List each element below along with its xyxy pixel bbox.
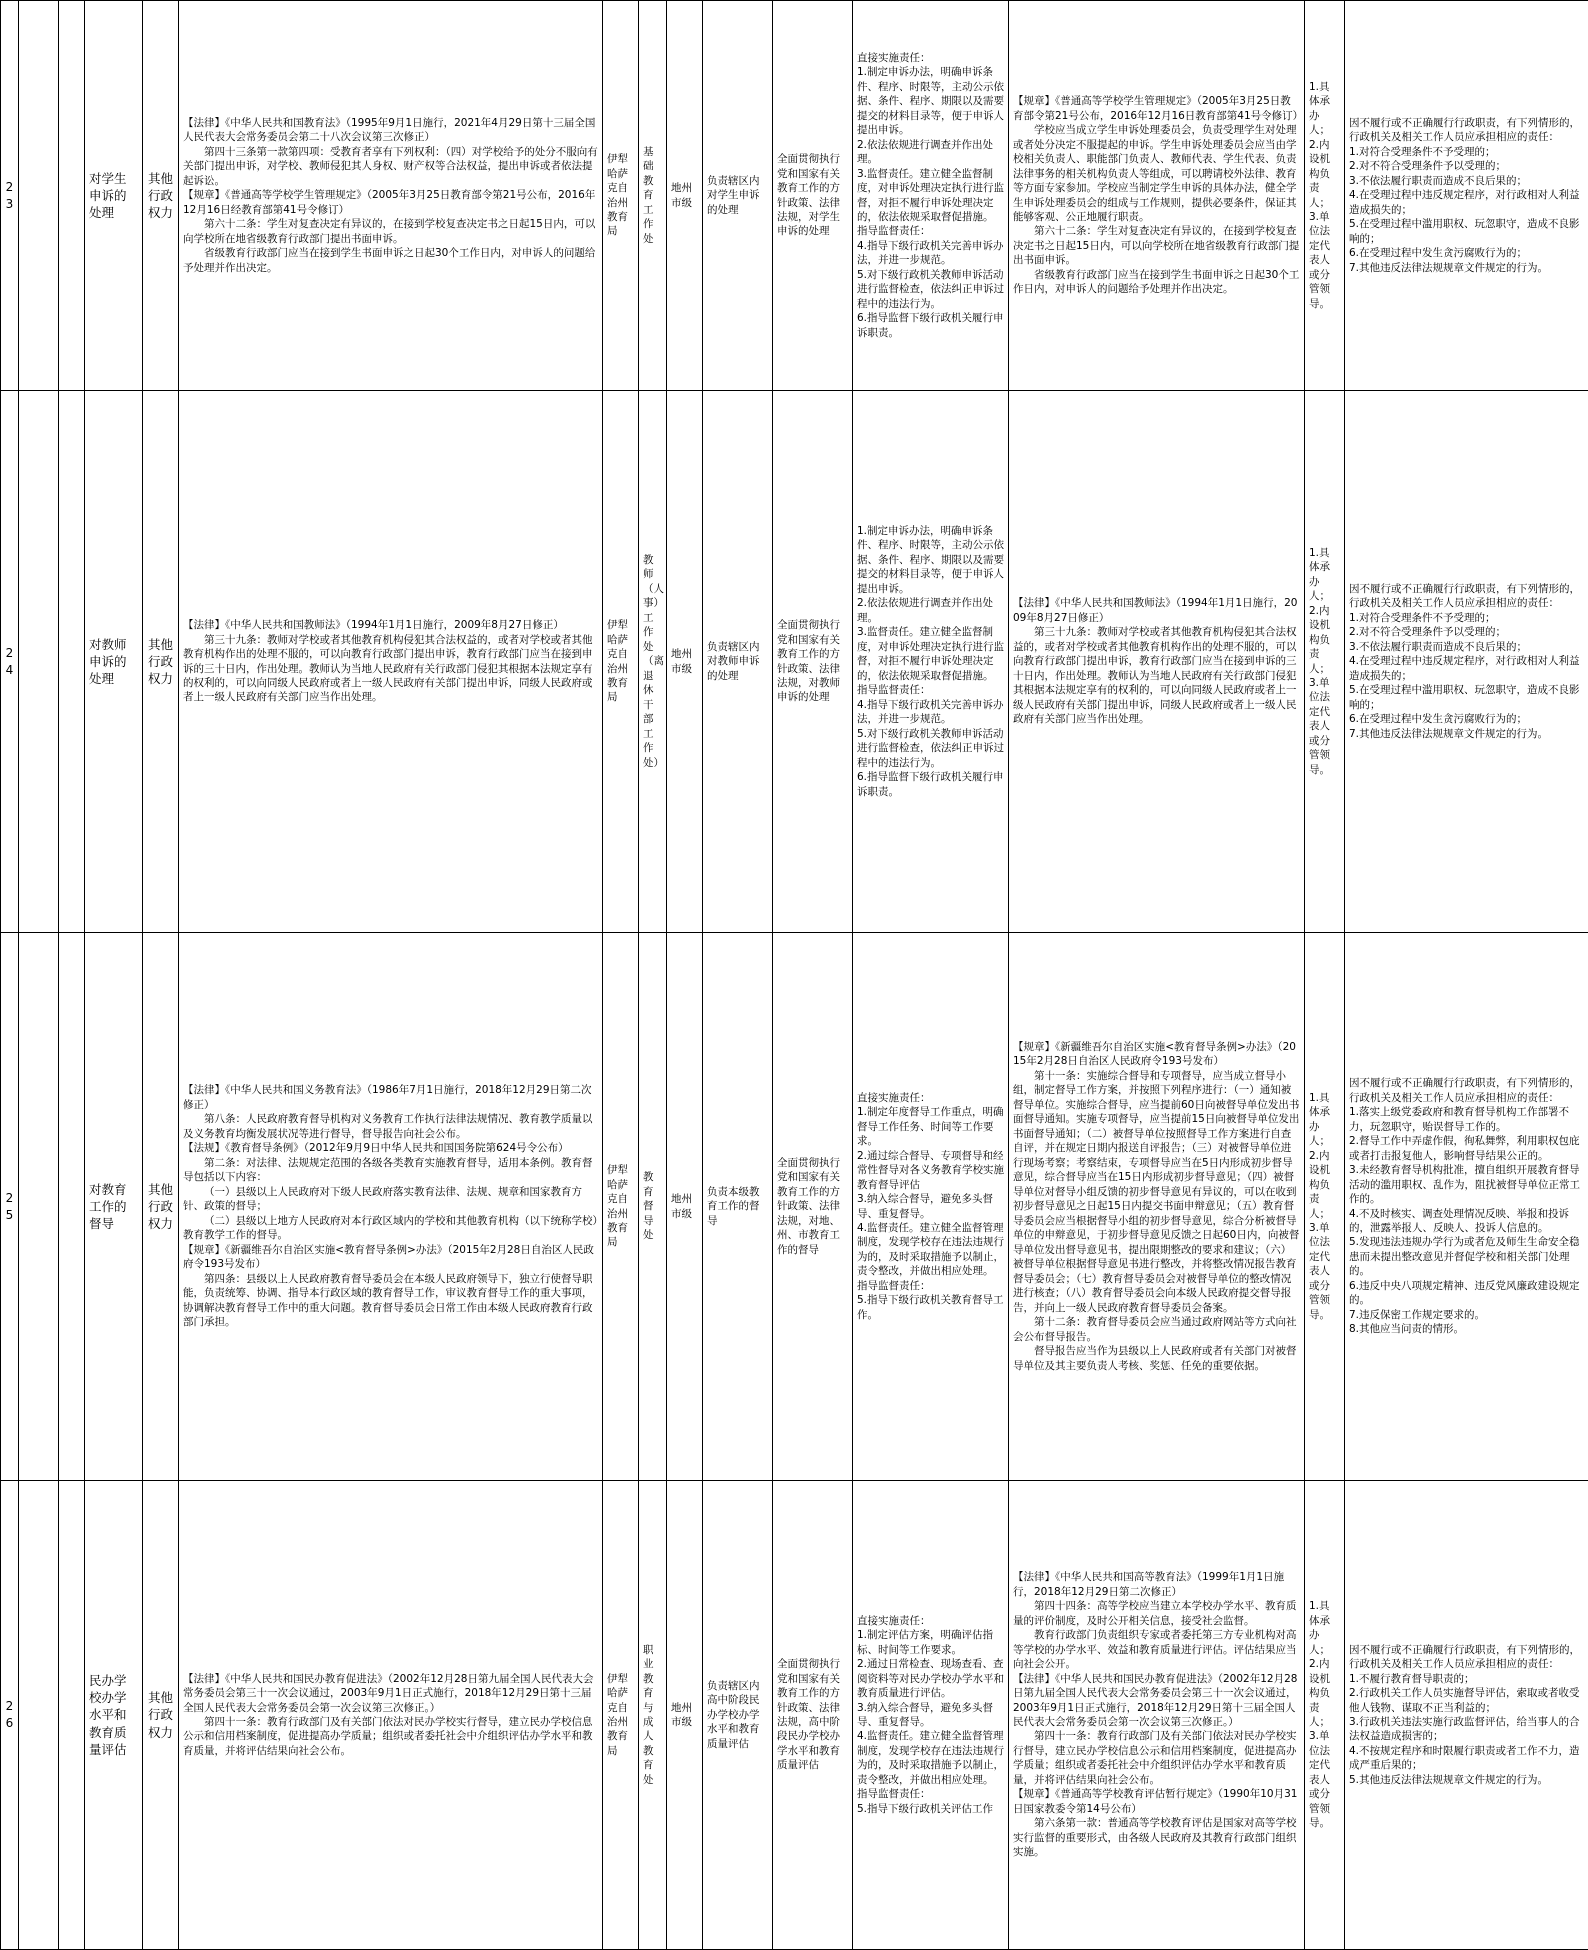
power-category: 其他行政权力 [143,391,179,933]
duty-basis-paragraph: 【规章】《普通高等学校教育评估暂行规定》（1990年10月31日国家教委令第14号公布） [1013,1787,1300,1816]
responsibility-items-paragraph: 1.制定申诉办法，明确申诉条件、程序、时限等，主动公示依据、条件、程序、期限以及需要提交的材料目录等，便于申诉人提出申诉。 [857,65,1004,137]
responsible-subject: 1.具体承办人；2.内设机构负责人；3.单位法定代表人或分管领导。 [1305,391,1345,933]
responsibility-items-paragraph: 6.指导监督下级行政机关履行申诉职责。 [857,770,1004,799]
implementing-subject: 伊犁哈萨克自治州教育局 [603,391,639,933]
liability-items-paragraph: 1.对符合受理条件不予受理的； [1349,611,1584,625]
responsibility-items-paragraph: 2.通过日常检查、现场查看、查阅资料等对民办学校办学水平和教育质量进行评估。 [857,1657,1004,1700]
liability-items-paragraph: 5.发现违法违规办学行为或者危及师生生命安全稳患而未提出整改意见并督促学校和相关部门处理的。 [1349,1235,1584,1278]
liability-items [1345,933,1588,1481]
responsibility-items [853,1,1009,391]
duty-basis [1009,391,1305,933]
implementing-subject: 伊犁哈萨克自治州教育局 [603,933,639,1481]
responsible-department: 教育督导处 [639,933,667,1481]
responsibility-items-paragraph: 3.监督责任。建立健全监督制度，对申诉处理决定执行进行监督，对拒不履行申诉处理决定的，依法依规采取督促措施。 [857,167,1004,225]
legal-basis-paragraph: 第八条：人民政府教育督导机构对义务教育工作执行法律法规情况、教育教学质量以及义务教育均衡发展状况等进行督导，督导报告向社会公布。 [183,1112,598,1141]
liability-items [1345,1,1588,391]
legal-basis [179,391,603,933]
liability-items-paragraph: 6.在受理过程中发生贪污腐败行为的； [1349,712,1584,726]
liability-items-paragraph: 3.不依法履行职责而造成不良后果的； [1349,174,1584,188]
power-name: 对教师申诉的处理 [85,391,143,933]
liability-items-paragraph: 5.在受理过程中滥用职权、玩忽职守，造成不良影响的； [1349,217,1584,246]
liability-items-paragraph: 因不履行或不正确履行行政职责，有下列情形的，行政机关及相关工作人员应承担相应的责任： [1349,1643,1584,1672]
liability-items-paragraph: 7.违反保密工作规定要求的。 [1349,1308,1584,1322]
duty-basis-paragraph: 第十二条：教育督导委员会应当通过政府网站等方式向社会公布督导报告。 [1013,1315,1300,1344]
duty-content: 全面贯彻执行党和国家有关教育工作的方针政策、法律法规，对地、州、市教育工作的督导 [773,933,853,1481]
table-row [1,1481,1588,1950]
liability-items-paragraph: 1.不履行教育督导职责的； [1349,1672,1584,1686]
legal-basis-paragraph: 【法规】《教育督导条例》（2012年9月9日中华人民共和国国务院第624号令公布） [183,1141,598,1155]
duty-basis-paragraph: 第四十四条：高等学校应当建立本学校办学水平、教育质量的评价制度，及时公开相关信息，接受社会监督。 [1013,1599,1300,1628]
liability-items-paragraph: 2.行政机关工作人员实施督导评估，索取或者收受他人钱物、谋取不正当利益的； [1349,1686,1584,1715]
duty-content: 全面贯彻执行党和国家有关教育工作的方针政策、法律法规，对学生申诉的处理 [773,1,853,391]
responsible-subject: 1.具体承办人；2.内设机构负责人；3.单位法定代表人或分管领导。 [1305,1481,1345,1950]
power-name: 民办学校办学水平和教育质量评估 [85,1481,143,1950]
duty-basis-paragraph: 第六十二条：学生对复查决定有异议的，在接到学校复查决定书之日起15日内，可以向学校所在地省级教育行政部门提出书面申诉。 [1013,224,1300,267]
responsibility-items-paragraph: 4.监督责任。建立健全监督管理制度，发现学校存在违法违规行为的，及时采取措施予以制止，责令整改，并做出相应处理。 [857,1729,1004,1787]
legal-basis [179,1,603,391]
legal-basis [179,1481,603,1950]
implementing-subject: 伊犁哈萨克自治州教育局 [603,1,639,391]
blank-cell [19,391,59,933]
responsibility-items-paragraph: 指导监督责任： [857,1787,1004,1801]
table-row [1,1,1588,391]
duty-basis-paragraph: 【法律】《中华人民共和国民办教育促进法》（2002年12月28日第九届全国人民代表大会常务委员会第三十一次会议通过，2003年9月1日正式施行，2018年12月29日第十三届全国人民代表大会常务委员会第一次会议第三次修正。） [1013,1672,1300,1730]
exercise-level: 地州市级 [667,1481,703,1950]
responsibility-items [853,1481,1009,1950]
duty-basis-paragraph: 第四十一条：教育行政部门及有关部门依法对民办学校实行督导，建立民办学校信息公示和信用档案制度，促进提高办学质量；组织或者委托社会中介组织评估办学水平和教育质量，并将评估结果向社会公布。 [1013,1729,1300,1787]
power-content: 负责辖区内对教师申诉的处理 [703,391,773,933]
table-row [1,391,1588,933]
duty-basis-paragraph: 【法律】《中华人民共和国高等教育法》（1999年1月1日施行，2018年12月29日第二次修正） [1013,1570,1300,1599]
exercise-level: 地州市级 [667,391,703,933]
row-number: 24 [1,391,19,933]
legal-basis-paragraph: 第四十一条：教育行政部门及有关部门依法对民办学校实行督导，建立民办学校信息公示和信用档案制度，促进提高办学质量；组织或者委托社会中介组织评估办学水平和教育质量，并将评估结果向社会公布。 [183,1715,598,1758]
liability-items-paragraph: 因不履行或不正确履行行政职责，有下列情形的，行政机关及相关工作人员应承担相应的责任： [1349,582,1584,611]
responsible-subject: 1.具体承办人；2.内设机构负责人；3.单位法定代表人或分管领导。 [1305,933,1345,1481]
blank-cell [59,1481,85,1950]
responsibility-items-paragraph: 1.制定年度督导工作重点，明确督导工作任务、时间等工作要求。 [857,1105,1004,1148]
duty-content: 全面贯彻执行党和国家有关教育工作的方针政策、法律法规，对教师申诉的处理 [773,391,853,933]
legal-basis-paragraph: 【规章】《普通高等学校学生管理规定》（2005年3月25日教育部令第21号公布，2016年12月16日经教育部第41号令修订） [183,188,598,217]
liability-items-paragraph: 3.不依法履行职责而造成不良后果的； [1349,640,1584,654]
responsible-subject: 1.具体承办人；2.内设机构负责人；3.单位法定代表人或分管领导。 [1305,1,1345,391]
implementing-subject: 伊犁哈萨克自治州教育局 [603,1481,639,1950]
responsibility-items-paragraph: 3.纳入综合督导，避免多头督导、重复督导。 [857,1192,1004,1221]
row-number: 26 [1,1481,19,1950]
power-content: 负责辖区内高中阶段民办学校办学水平和教育质量评估 [703,1481,773,1950]
responsible-department: 教师（人事）工作处（离退休干部工作处） [639,391,667,933]
liability-items-paragraph: 7.其他违反法律法规规章文件规定的行为。 [1349,727,1584,741]
responsibility-items [853,391,1009,933]
responsibility-items-paragraph: 2.依法依规进行调查并作出处理。 [857,596,1004,625]
legal-basis-paragraph: 第四十三条第一款第四项：受教育者享有下列权利：（四）对学校给予的处分不服向有关部门提出申诉，对学校、教师侵犯其人身权、财产权等合法权益，提出申诉或者依法提起诉讼。 [183,145,598,188]
responsibility-items-paragraph: 3.纳入综合督导，避免多头督导、重复督导。 [857,1701,1004,1730]
responsibility-items-paragraph: 直接实施责任： [857,1614,1004,1628]
responsibility-items [853,933,1009,1481]
blank-cell [59,1,85,391]
responsibility-items-paragraph: 4.指导下级行政机关完善申诉办法，并进一步规范。 [857,698,1004,727]
responsible-department: 基础教育工作处 [639,1,667,391]
responsibility-items-paragraph: 2.通过综合督导、专项督导和经常性督导对各义务教育学校实施教育督导评估 [857,1149,1004,1192]
power-content: 负责辖区内对学生申诉的处理 [703,1,773,391]
liability-items-paragraph: 2.对不符合受理条件予以受理的； [1349,625,1584,639]
responsibility-items-paragraph: 3.监督责任。建立健全监督制度，对申诉处理决定执行进行监督，对拒不履行申诉处理决定的，依法依规采取督促措施。 [857,625,1004,683]
power-content: 负责本级教育工作的督导 [703,933,773,1481]
liability-items [1345,391,1588,933]
duty-basis-paragraph: 【规章】《新疆维吾尔自治区实施<教育督导条例>办法》（2015年2月28日自治区人民政府令193号发布） [1013,1040,1300,1069]
duty-basis [1009,933,1305,1481]
duty-basis-paragraph: 第三十九条：教师对学校或者其他教育机构侵犯其合法权益的，或者对学校或者其他教育机构作出的处理不服的，可以向教育行政部门提出申诉，教育行政部门应当在接到申诉的三十日内，作出处理。教师认为当地人民政府有关行政部门侵犯其根据本法规定享有的权利的，可以向同级人民政府或者上一级人民政府有关部门提出申诉，同级人民政府或者上一级人民政府有关部门应当作出处理。 [1013,625,1300,726]
power-name: 对学生申诉的处理 [85,1,143,391]
liability-items-paragraph: 6.违反中央八项规定精神、违反党风廉政建设规定的。 [1349,1279,1584,1308]
row-number: 23 [1,1,19,391]
legal-basis-paragraph: 【法律】《中华人民共和国义务教育法》（1986年7月1日施行，2018年12月29日第二次修正） [183,1083,598,1112]
duty-basis [1009,1,1305,391]
legal-basis-paragraph: 第六十二条：学生对复查决定有异议的，在接到学校复查决定书之日起15日内，可以向学校所在地省级教育行政部门提出书面申诉。 [183,217,598,246]
responsibility-items-paragraph: 5.对下级行政机关教师申诉活动进行监督检查，依法纠正申诉过程中的违法行为。 [857,727,1004,770]
duty-basis-paragraph: 学校应当成立学生申诉处理委员会，负责受理学生对处理或者处分决定不服提起的申诉。学生申诉处理委员会应当由学校相关负责人、职能部门负责人、教师代表、学生代表、负责法律事务的相关机构负责人等组成，可以聘请校外法律、教育等方面专家参加。学校应当制定学生申诉的具体办法，健全学生申诉处理委员会的组成与工作规则，提供必要条件，保证其能够客观、公正地履行职责。 [1013,123,1300,224]
legal-basis-paragraph: （二）县级以上地方人民政府对本行政区域内的学校和其他教育机构（以下统称学校）教育教学工作的督导。 [183,1214,598,1243]
liability-items-paragraph: 2.对不符合受理条件予以受理的； [1349,159,1584,173]
responsibility-items-paragraph: 指导监督责任： [857,683,1004,697]
duty-basis-paragraph: 第十一条：实施综合督导和专项督导，应当成立督导小组，制定督导工作方案，并按照下列程序进行：（一）通知被督导单位。实施综合督导，应当提前60日向被督导单位发出书面督导通知。实施专项督导，应当提前15日向被督导单位发出书面督导通知；（二）被督导单位按照督导工作方案进行自查自评，并在规定日期内报送自评报告；（三）对被督导单位进行现场考察；考察结束，专项督导应当在5日内形成初步督导意见，综合督导应当在15日内形成初步督导意见；（四）被督导单位对督导小组反馈的初步督导意见有异议的，可以在收到初步督导意见之日起15日内提交书面申辩意见；（五）教育督导委员会应当根据督导小组的初步督导意见，综合分析被督导单位的申辩意见，于初步督导意见反馈之日起60日内，向被督导单位发出督导意见书，提出限期整改的要求和建议；（六）被督导单位根据督导意见书进行整改，并将整改情况报告教育督导委员会；（七）教育督导委员会对被督导单位的整改情况进行核查；（八）教育督导委员会向本级人民政府提交督导报告，并向上一级人民政府教育督导委员会备案。 [1013,1069,1300,1315]
responsibility-items-paragraph: 5.对下级行政机关教师申诉活动进行监督检查，依法纠正申诉过程中的违法行为。 [857,268,1004,311]
responsibility-items-paragraph: 直接实施责任： [857,51,1004,65]
responsibility-items-paragraph: 直接实施责任： [857,1091,1004,1105]
legal-basis-paragraph: 【法律】《中华人民共和国民办教育促进法》（2002年12月28日第九届全国人民代表大会常务委员会第三十一次会议通过，2003年9月1日正式施行，2018年12月29日第十三届全国人民代表大会常务委员会第一次会议第三次修正。） [183,1672,598,1715]
legal-basis-paragraph: 【规章】《新疆维吾尔自治区实施<教育督导条例>办法》（2015年2月28日自治区人民政府令193号发布） [183,1243,598,1272]
blank-cell [59,391,85,933]
duty-content: 全面贯彻执行党和国家有关教育工作的方针政策、法律法规，高中阶段民办学校办学水平和教育质量评估 [773,1481,853,1950]
power-name: 对教育工作的督导 [85,933,143,1481]
legal-basis-paragraph: 【法律】《中华人民共和国教育法》（1995年9月1日施行，2021年4月29日第十三届全国人民代表大会常务委员会第二十八次会议第三次修正） [183,116,598,145]
legal-basis-paragraph: （一）县级以上人民政府对下级人民政府落实教育法律、法规、规章和国家教育方针、政策的督导； [183,1185,598,1214]
liability-items [1345,1481,1588,1950]
responsibility-items-paragraph: 指导监督责任： [857,224,1004,238]
legal-basis-paragraph: 第二条：对法律、法规规定范围的各级各类教育实施教育督导，适用本条例。教育督导包括以下内容： [183,1156,598,1185]
blank-cell [19,1481,59,1950]
liability-items-paragraph: 2.督导工作中弄虚作假，徇私舞弊，利用职权包庇或者打击报复他人，影响督导结果公正的。 [1349,1134,1584,1163]
responsibility-items-paragraph: 指导监督责任： [857,1279,1004,1293]
exercise-level: 地州市级 [667,933,703,1481]
duty-basis-paragraph: 教育行政部门负责组织专家或者委托第三方专业机构对高等学校的办学水平、效益和教育质量进行评估。评估结果应当向社会公开。 [1013,1628,1300,1671]
responsibility-items-paragraph: 1.制定评估方案，明确评估指标、时间等工作要求。 [857,1628,1004,1657]
power-category: 其他行政权力 [143,933,179,1481]
duty-basis-paragraph: 【法律】《中华人民共和国教师法》（1994年1月1日施行，2009年8月27日修正） [1013,596,1300,625]
liability-items-paragraph: 因不履行或不正确履行行政职责，有下列情形的，行政机关及相关工作人员应承担相应的责任： [1349,1076,1584,1105]
duty-basis-paragraph: 【规章】《普通高等学校学生管理规定》（2005年3月25日教育部令第21号公布，2016年12月16日教育部第41号令修订） [1013,94,1300,123]
exercise-level: 地州市级 [667,1,703,391]
legal-basis-paragraph: 第四条：县级以上人民政府教育督导委员会在本级人民政府领导下，独立行使督导职能，负责统筹、协调、指导本行政区域的教育督导工作，审议教育督导工作的重大事项，协调解决教育督导工作中的重大问题。教育督导委员会日常工作由本级人民政府教育行政部门承担。 [183,1272,598,1330]
power-category: 其他行政权力 [143,1481,179,1950]
blank-cell [19,1,59,391]
responsibility-items-paragraph: 1.制定申诉办法，明确申诉条件、程序、时限等，主动公示依据、条件、程序、期限以及需要提交的材料目录等，便于申诉人提出申诉。 [857,524,1004,596]
blank-cell [59,933,85,1481]
responsible-department: 职业教育与成人教育处 [639,1481,667,1950]
legal-basis [179,933,603,1481]
legal-basis-paragraph: 省级教育行政部门应当在接到学生书面申诉之日起30个工作日内，对申诉人的问题给予处理并作出决定。 [183,246,598,275]
liability-items-paragraph: 1.落实上级党委政府和教育督导机构工作部署不力，玩忽职守，贻误督导工作的。 [1349,1105,1584,1134]
duty-basis [1009,1481,1305,1950]
liability-items-paragraph: 8.其他应当问责的情形。 [1349,1322,1584,1336]
responsibility-items-paragraph: 6.指导监督下级行政机关履行申诉职责。 [857,311,1004,340]
legal-basis-paragraph: 【法律】《中华人民共和国教师法》（1994年1月1日施行，2009年8月27日修正） [183,618,598,632]
row-number: 25 [1,933,19,1481]
legal-basis-paragraph: 第三十九条：教师对学校或者其他教育机构侵犯其合法权益的，或者对学校或者其他教育机构作出的处理不服的，可以向教育行政部门提出申诉，教育行政部门应当在接到申诉的三十日内，作出处理。教师认为当地人民政府有关行政部门侵犯其根据本法规定享有的权利的，可以向同级人民政府或者上一级人民政府有关部门提出申诉，同级人民政府或者上一级人民政府有关部门应当作出处理。 [183,633,598,705]
duty-basis-paragraph: 第六条第一款：普通高等学校教育评估是国家对高等学校实行监督的重要形式，由各级人民政府及其教育行政部门组织实施。 [1013,1816,1300,1859]
blank-cell [19,933,59,1481]
liability-items-paragraph: 5.在受理过程中滥用职权、玩忽职守，造成不良影响的； [1349,683,1584,712]
duty-basis-paragraph: 省级教育行政部门应当在接到学生书面申诉之日起30个工作日内，对申诉人的问题给予处理并作出决定。 [1013,268,1300,297]
responsibility-items-paragraph: 2.依法依规进行调查并作出处理。 [857,138,1004,167]
responsibility-items-paragraph: 5.指导下级行政机关教育督导工作。 [857,1293,1004,1322]
liability-items-paragraph: 4.在受理过程中违反规定程序，对行政相对人利益造成损失的； [1349,654,1584,683]
liability-items-paragraph: 因不履行或不正确履行行政职责，有下列情形的，行政机关及相关工作人员应承担相应的责任： [1349,116,1584,145]
liability-items-paragraph: 5.其他违反法律法规规章文件规定的行为。 [1349,1773,1584,1787]
liability-items-paragraph: 1.对符合受理条件不予受理的； [1349,145,1584,159]
liability-items-paragraph: 3.未经教育督导机构批准，擅自组织开展教育督导活动的滥用职权、乱作为，阻扰被督导单位正常工作的。 [1349,1163,1584,1206]
liability-items-paragraph: 4.不按规定程序和时限履行职责或者工作不力，造成严重后果的； [1349,1744,1584,1773]
responsibility-items-paragraph: 4.监督责任。建立健全监督管理制度，发现学校存在违法违规行为的，及时采取措施予以制止，责令整改，并做出相应处理。 [857,1221,1004,1279]
table-row [1,933,1588,1481]
responsibility-items-paragraph: 4.指导下级行政机关完善申诉办法，并进一步规范。 [857,239,1004,268]
liability-items-paragraph: 4.在受理过程中违反规定程序，对行政相对人利益造成损失的； [1349,188,1584,217]
liability-items-paragraph: 4.不及时核实、调查处理情况反映、举报和投诉的，泄露举报人、反映人、投诉人信息的。 [1349,1207,1584,1236]
duty-basis-paragraph: 督导报告应当作为县级以上人民政府或者有关部门对被督导单位及其主要负责人考核、奖惩、任免的重要依据。 [1013,1344,1300,1373]
power-category: 其他行政权力 [143,1,179,391]
responsibility-items-paragraph: 5.指导下级行政机关评估工作 [857,1802,1004,1816]
liability-items-paragraph: 3.行政机关违法实施行政监督评估，给当事人的合法权益造成损害的； [1349,1715,1584,1744]
liability-items-paragraph: 7.其他违反法律法规规章文件规定的行为。 [1349,261,1584,275]
liability-items-paragraph: 6.在受理过程中发生贪污腐败行为的； [1349,246,1584,260]
